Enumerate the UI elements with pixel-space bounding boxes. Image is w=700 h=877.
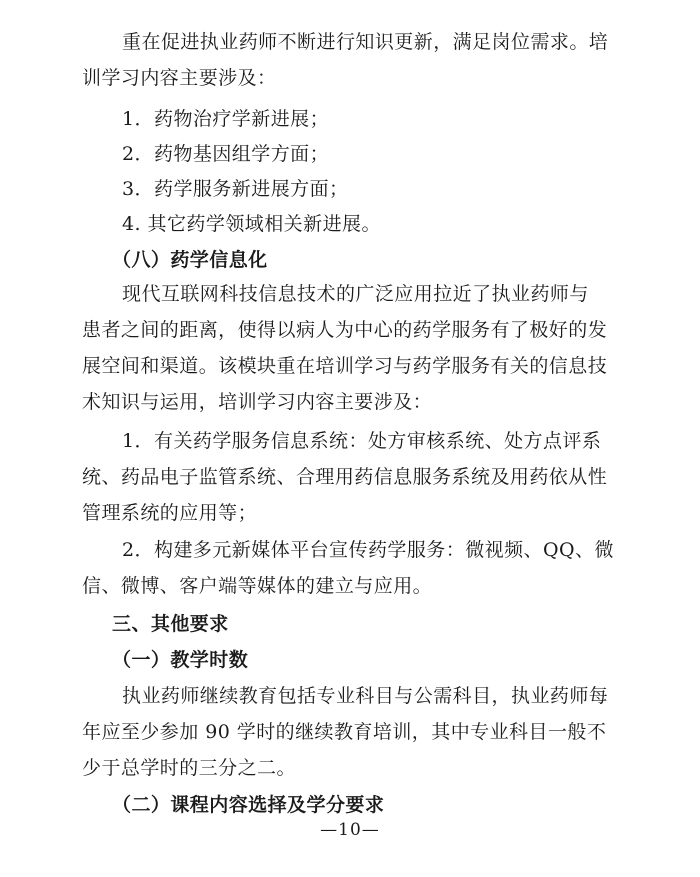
text-line: 展空间和渠道。该模块重在培训学习与药学服务有关的信息技	[82, 355, 608, 377]
list-item-8-1	[82, 423, 618, 531]
text-line: 术知识与运用，培训学习内容主要涉及：	[82, 391, 433, 413]
text-line: 重在促进执业药师不断进行知识更新，满足岗位需求。培	[122, 31, 609, 53]
text-line: 现代互联网科技信息技术的广泛应用拉近了执业药师与	[122, 283, 589, 305]
section-heading-8: （八）药学信息化	[112, 249, 268, 271]
section-heading-3: 三、其他要求	[112, 613, 229, 635]
paragraph-8	[82, 276, 618, 420]
text-line: 少于总学时的三分之二。	[82, 757, 296, 779]
page-number: —10—	[320, 820, 380, 840]
text-line: 管理系统的应用等；	[82, 502, 258, 524]
list-item: 1．药物治疗学新进展；	[122, 108, 330, 130]
text-line: 患者之间的距离，使得以病人为中心的药学服务有了极好的发	[82, 319, 608, 341]
intro-paragraph	[82, 24, 618, 96]
text-line: 2．构建多元新媒体平台宣传药学服务：微视频、QQ、微	[122, 539, 614, 561]
text-line: 1．有关药学服务信息系统：处方审核系统、处方点评系	[122, 430, 602, 452]
list-item-8-2	[82, 532, 618, 604]
text-line: 年应至少参加 90 学时的继续教育培训，其中专业科目一般不	[82, 721, 607, 743]
list-item: 4. 其它药学领域相关新进展。	[122, 213, 381, 235]
section-heading-3-2: （二）课程内容选择及学分要求	[112, 794, 385, 816]
list-item: 2．药物基因组学方面；	[122, 143, 330, 165]
section-heading-3-1: （一）教学时数	[112, 649, 249, 671]
list-item: 3．药学服务新进展方面；	[122, 178, 349, 200]
text-line: 信、微博、客户端等媒体的建立与应用。	[82, 575, 433, 597]
text-line: 统、药品电子监管系统、合理用药信息服务系统及用药依从性	[82, 466, 608, 488]
text-line: 执业药师继续教育包括专业科目与公需科目，执业药师每	[122, 685, 609, 707]
text-line: 训学习内容主要涉及：	[82, 67, 277, 89]
paragraph-3-1	[82, 678, 618, 786]
